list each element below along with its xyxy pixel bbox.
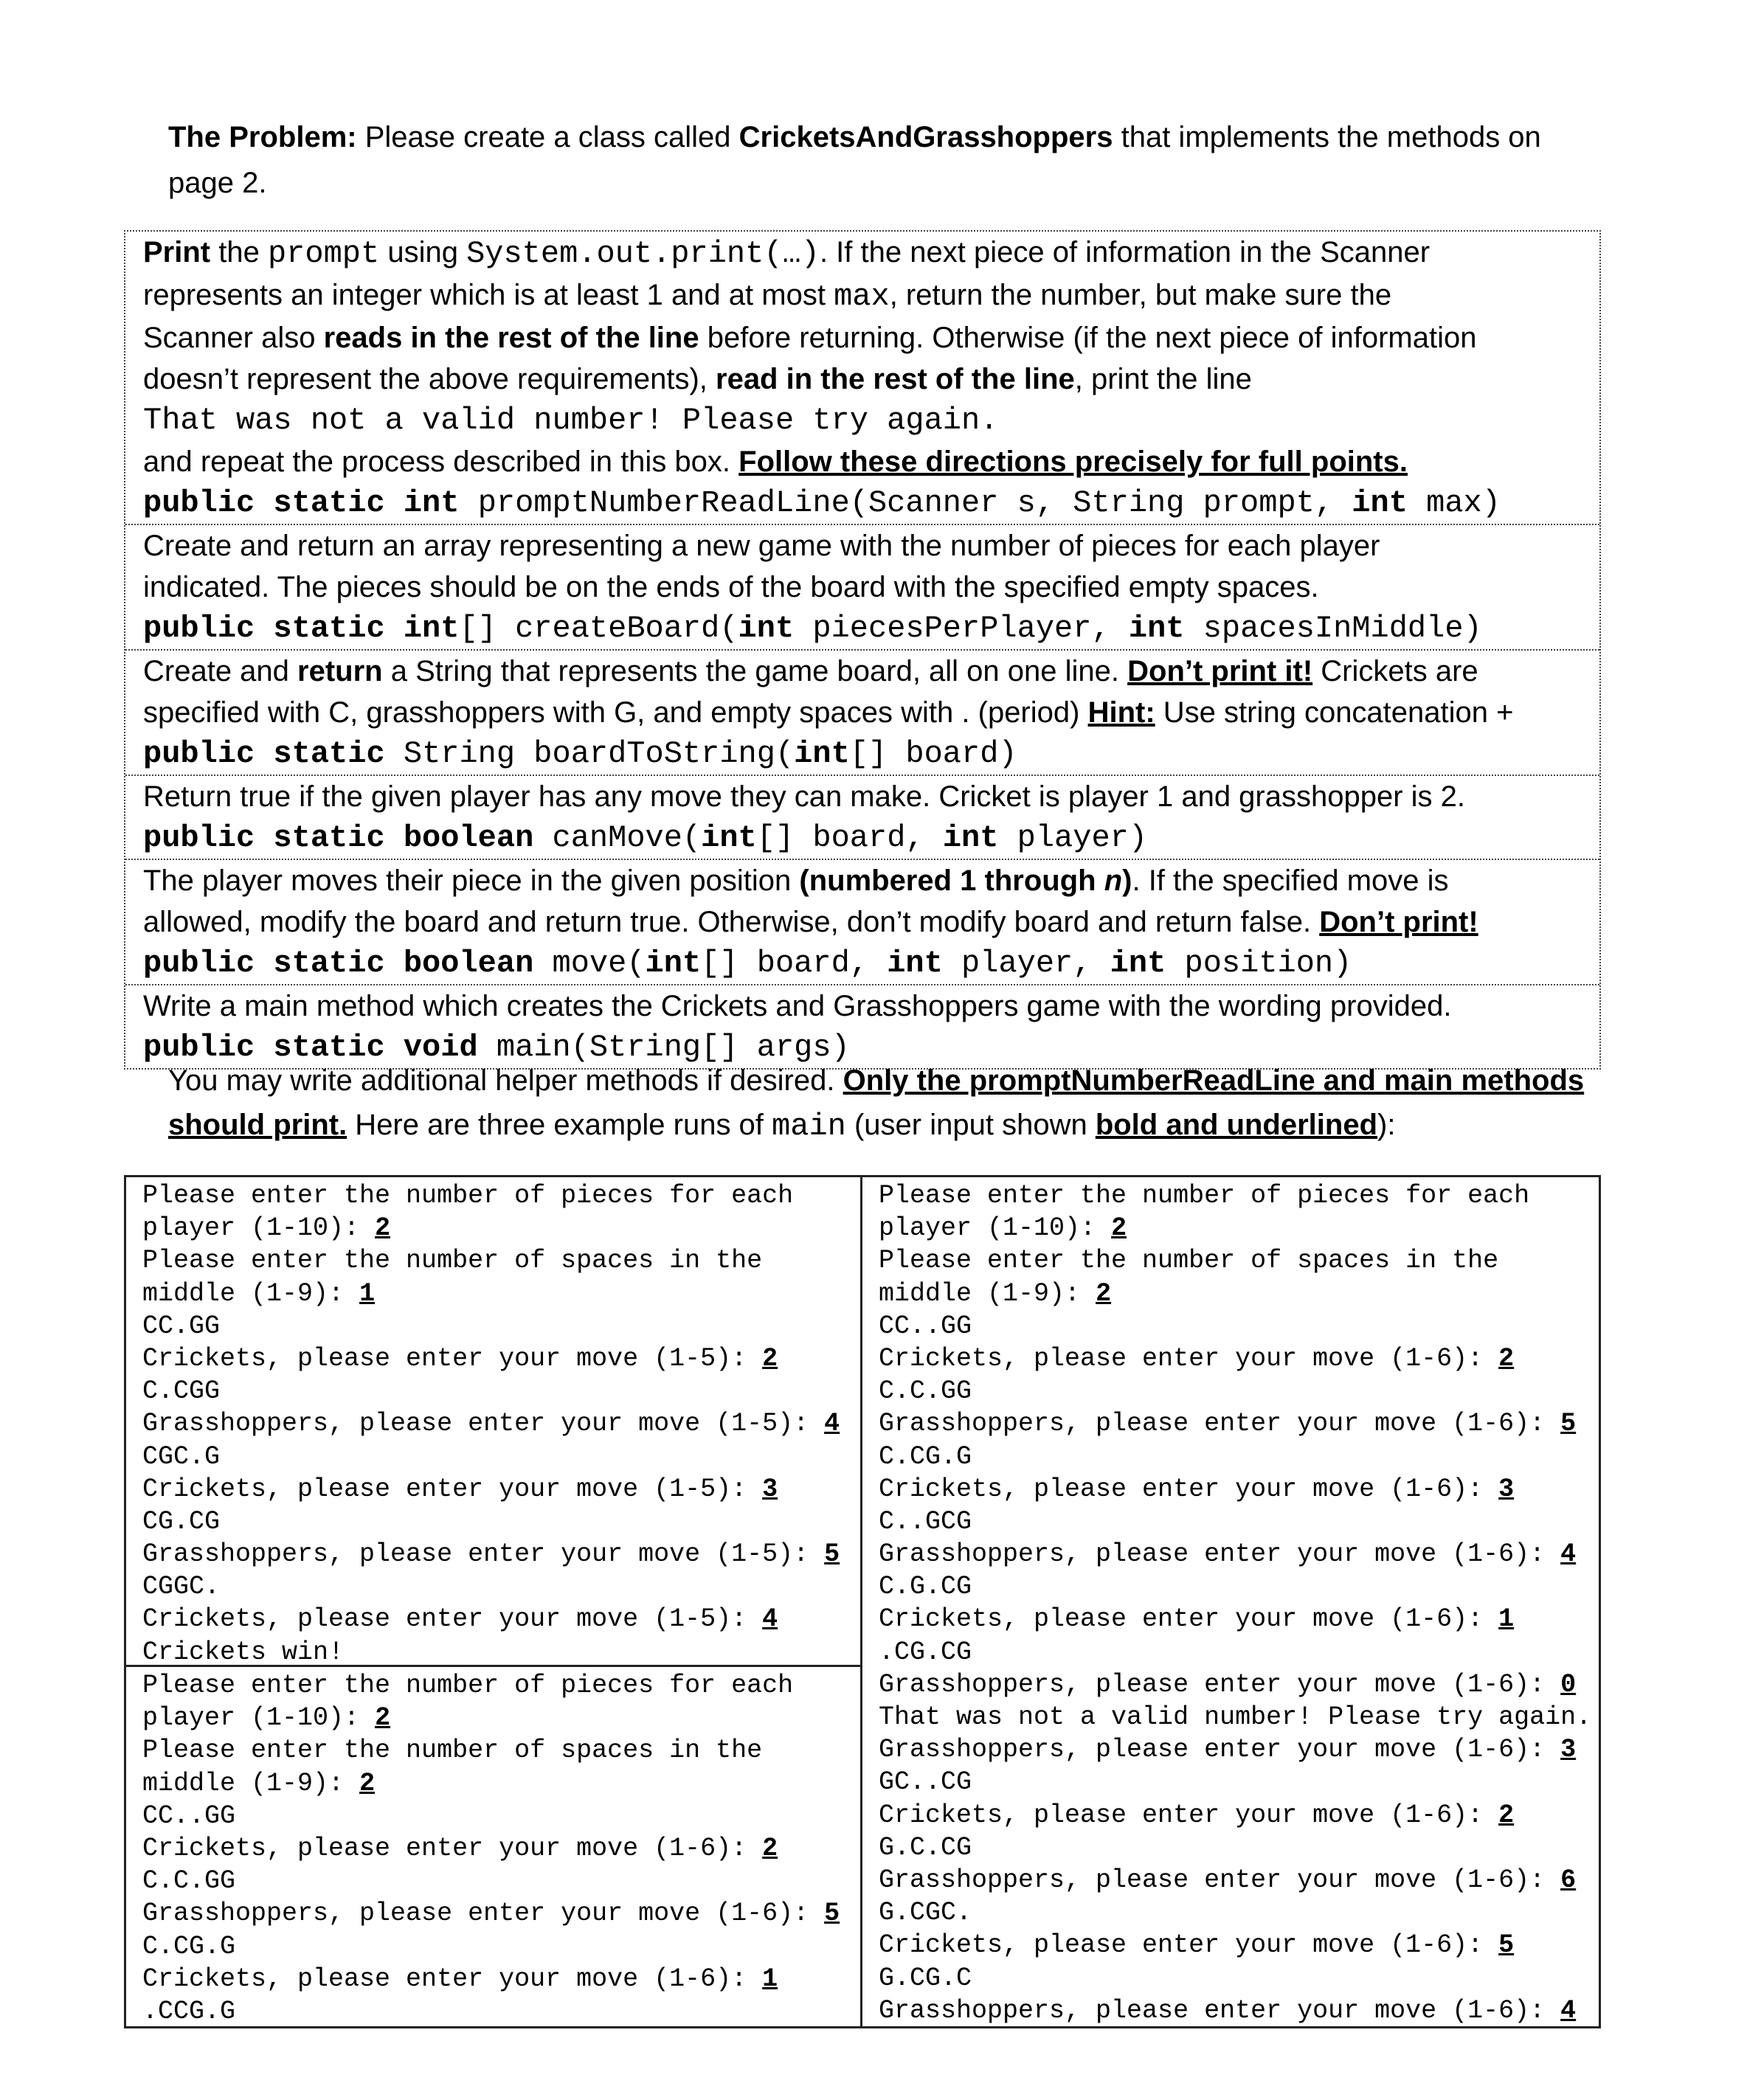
console-output: Crickets, please enter your move (1-6): bbox=[879, 1343, 1499, 1373]
console-output: Crickets, please enter your move (1-5): bbox=[142, 1343, 763, 1373]
console-output: C.CG.G bbox=[879, 1441, 972, 1472]
method-main bbox=[125, 984, 1599, 1068]
console-output: Crickets, please enter your move (1-5): bbox=[142, 1474, 763, 1504]
console-output: .CG.CG bbox=[879, 1637, 972, 1667]
console-line bbox=[879, 1766, 1599, 1798]
only-print-note: Only the promptNumberReadLine and main methods should print. bbox=[168, 1064, 1585, 1141]
user-input: 2 bbox=[762, 1833, 778, 1863]
text: represents an integer which is at least 1 and at most bbox=[143, 279, 834, 311]
emphasis: reads in the rest of the line bbox=[323, 322, 699, 354]
console-output: C.G.CG bbox=[879, 1572, 972, 1602]
text: specified with C, grasshoppers with G, and empty spaces with . (period) bbox=[143, 696, 1088, 729]
console-output: Grasshoppers, please enter your move (1-6): bbox=[142, 1899, 825, 1929]
invalid-number-message: That was not a valid number! Please try again. bbox=[143, 403, 999, 438]
dont-print-warning: Don’t print it! bbox=[1127, 655, 1313, 687]
user-input: 2 bbox=[1096, 1278, 1112, 1309]
console-line bbox=[142, 1669, 860, 1702]
text: ): bbox=[1377, 1109, 1396, 1141]
console-line bbox=[879, 1473, 1599, 1505]
console-line bbox=[142, 1702, 860, 1734]
keyword: int bbox=[887, 946, 943, 981]
console-line bbox=[142, 1636, 860, 1668]
console-line bbox=[879, 1570, 1599, 1603]
console-line bbox=[142, 1473, 860, 1505]
console-output: Please enter the number of spaces in the bbox=[142, 1246, 763, 1276]
text: using bbox=[379, 236, 467, 268]
console-output: player (1-10): bbox=[879, 1213, 1112, 1244]
right-column bbox=[862, 1177, 1599, 2026]
user-input: 4 bbox=[762, 1604, 778, 1635]
desc-line: Return true if the given player has any move they can make. Cricket is player 1 and grasshopper is 2. bbox=[143, 780, 1466, 813]
desc-line: indicated. The pieces should be on the ends of the board with the specified empty spaces. bbox=[143, 571, 1319, 603]
console-output: middle (1-9): bbox=[879, 1278, 1096, 1309]
user-input: 2 bbox=[1498, 1343, 1515, 1373]
console-line bbox=[142, 1278, 860, 1310]
console-output: CGC.G bbox=[142, 1441, 221, 1472]
intro-text-1: Please create a class called bbox=[356, 121, 739, 153]
console-line bbox=[142, 1244, 860, 1277]
signature-move bbox=[143, 943, 1592, 984]
left-column bbox=[126, 1177, 862, 2026]
example-run-1 bbox=[126, 1177, 860, 1667]
sig-part: move( bbox=[533, 946, 646, 981]
console-line bbox=[142, 1995, 860, 2028]
console-line bbox=[879, 1342, 1599, 1375]
sig-part: main(String[] args) bbox=[477, 1030, 850, 1065]
desc-line: Write a main method which creates the Crickets and Grasshoppers game with the wording provided. bbox=[143, 990, 1452, 1022]
keyword: public static int bbox=[143, 611, 460, 646]
methods-table bbox=[124, 230, 1601, 1070]
text: Here are three example runs of bbox=[347, 1109, 772, 1141]
console-output: Crickets, please enter your move (1-6): bbox=[879, 1930, 1499, 1961]
user-input: 4 bbox=[1560, 1995, 1577, 2026]
problem-label: The Problem: bbox=[168, 121, 357, 153]
keyword: int bbox=[1352, 485, 1408, 521]
sig-part: [] board, bbox=[756, 820, 943, 856]
user-input: 5 bbox=[824, 1899, 840, 1929]
console-line bbox=[142, 1832, 860, 1865]
console-line bbox=[879, 1799, 1599, 1832]
console-line bbox=[142, 1212, 860, 1244]
text: You may write additional helper methods if desired. bbox=[168, 1064, 843, 1097]
text: (user input shown bbox=[845, 1109, 1096, 1141]
console-output: Crickets, please enter your move (1-6): bbox=[879, 1474, 1499, 1504]
console-line bbox=[142, 1800, 860, 1832]
console-output: C.C.GG bbox=[142, 1866, 236, 1896]
signature-can-move bbox=[143, 817, 1592, 859]
console-output: Please enter the number of spaces in the bbox=[142, 1736, 763, 1766]
console-output: G.CGC. bbox=[879, 1898, 972, 1928]
console-line bbox=[879, 1310, 1599, 1342]
console-line bbox=[879, 1668, 1599, 1701]
keyword: public static bbox=[143, 736, 385, 772]
method-prompt-number bbox=[125, 232, 1599, 524]
sig-part: max) bbox=[1407, 485, 1501, 521]
user-input: 6 bbox=[1560, 1865, 1577, 1895]
console-line bbox=[142, 1603, 860, 1635]
console-line bbox=[879, 1505, 1599, 1538]
emphasis: ) bbox=[1122, 864, 1132, 897]
keyword: int bbox=[1110, 946, 1166, 981]
keyword: int bbox=[942, 820, 999, 856]
console-line bbox=[142, 1179, 860, 1212]
console-line bbox=[142, 1441, 860, 1473]
keyword: public static void bbox=[143, 1030, 478, 1065]
text: doesn’t represent the above requirements), bbox=[143, 363, 716, 395]
text: Crickets are bbox=[1312, 655, 1478, 687]
console-output: CC..GG bbox=[142, 1801, 236, 1831]
console-line bbox=[142, 1375, 860, 1407]
console-output: Crickets, please enter your move (1-6): bbox=[142, 1833, 763, 1863]
console-output: player (1-10): bbox=[142, 1703, 376, 1733]
console-output: CG.CG bbox=[142, 1506, 221, 1536]
dont-print-warning: Don’t print! bbox=[1319, 906, 1478, 938]
print-word: Print bbox=[143, 236, 211, 268]
console-line bbox=[879, 1995, 1599, 2027]
text: The player moves their piece in the given position bbox=[143, 864, 800, 897]
emphasis: read in the rest of the line bbox=[716, 363, 1075, 395]
console-line bbox=[879, 1441, 1599, 1473]
console-line bbox=[879, 1375, 1599, 1407]
sig-part: [] board) bbox=[849, 736, 1017, 772]
desc-line: Create and return an array representing a new game with the number of pieces for each player bbox=[143, 530, 1380, 562]
console-line bbox=[879, 1278, 1599, 1310]
console-line bbox=[879, 1407, 1599, 1440]
signature-prompt-number bbox=[143, 482, 1592, 524]
console-line bbox=[142, 1930, 860, 1963]
console-output: CC.GG bbox=[142, 1311, 221, 1341]
user-input: 5 bbox=[1498, 1930, 1515, 1961]
text: and repeat the process described in this box. bbox=[143, 446, 739, 478]
user-input: 4 bbox=[824, 1409, 840, 1439]
console-output: Crickets, please enter your move (1-6): bbox=[142, 1964, 763, 1994]
sig-part: position) bbox=[1166, 946, 1352, 981]
code-max: max bbox=[834, 279, 890, 314]
sig-part: piecesPerPlayer, bbox=[794, 611, 1129, 646]
method-can-move bbox=[125, 774, 1599, 859]
console-output: C.C.GG bbox=[879, 1376, 972, 1407]
console-output: Grasshoppers, please enter your move (1-6): bbox=[879, 1669, 1561, 1699]
class-name: CricketsAndGrasshoppers bbox=[738, 121, 1113, 153]
console-output: middle (1-9): bbox=[142, 1278, 360, 1309]
console-output: Please enter the number of pieces for each bbox=[142, 1671, 794, 1700]
method-move bbox=[125, 859, 1599, 984]
console-line bbox=[879, 1929, 1599, 1961]
sig-part: spacesInMiddle) bbox=[1184, 611, 1482, 646]
console-line bbox=[142, 1734, 860, 1767]
code-main: main bbox=[772, 1109, 846, 1144]
console-output: Crickets, please enter your move (1-6): bbox=[879, 1800, 1499, 1830]
console-line bbox=[879, 1244, 1599, 1277]
text: , return the number, but make sure the bbox=[889, 279, 1392, 311]
input-style-note: bold and underlined bbox=[1095, 1109, 1378, 1141]
emphasis: (numbered 1 through bbox=[799, 864, 1104, 897]
text: before returning. Otherwise (if the next piece of information bbox=[699, 322, 1477, 354]
console-output: C..GCG bbox=[879, 1506, 972, 1536]
method-board-to-string bbox=[125, 649, 1599, 774]
user-input: 3 bbox=[1498, 1474, 1515, 1504]
sig-part: player) bbox=[998, 820, 1148, 856]
user-input: 2 bbox=[375, 1703, 391, 1733]
user-input: 2 bbox=[359, 1768, 376, 1798]
user-input: 2 bbox=[1111, 1213, 1127, 1244]
console-output: That was not a valid number! Please try again. bbox=[879, 1702, 1592, 1732]
console-output: player (1-10): bbox=[142, 1213, 376, 1244]
console-line bbox=[142, 1963, 860, 1995]
console-output: Grasshoppers, please enter your move (1-5): bbox=[142, 1539, 825, 1570]
console-line bbox=[879, 1603, 1599, 1635]
sig-part: canMove( bbox=[533, 820, 702, 856]
console-line bbox=[879, 1212, 1599, 1244]
text: , print the line bbox=[1074, 363, 1252, 395]
keyword: int bbox=[738, 611, 795, 646]
sig-part: [] createBoard( bbox=[459, 611, 738, 646]
console-line bbox=[879, 1538, 1599, 1570]
sig-part: [] board, bbox=[701, 946, 888, 981]
console-output: G.CG.C bbox=[879, 1963, 972, 1993]
keyword: public static int bbox=[143, 485, 460, 521]
user-input: 1 bbox=[1498, 1604, 1515, 1635]
signature-board-to-string bbox=[143, 733, 1592, 774]
console-line bbox=[142, 1538, 860, 1570]
console-output: Grasshoppers, please enter your move (1-6): bbox=[879, 1735, 1561, 1765]
example-run-3 bbox=[862, 1177, 1599, 2027]
console-line bbox=[879, 1179, 1599, 1212]
example-run-2 bbox=[126, 1667, 860, 2028]
directions-warning: Follow these directions precisely for full points. bbox=[738, 446, 1408, 478]
console-line bbox=[142, 1570, 860, 1603]
console-line bbox=[879, 1636, 1599, 1668]
user-input: 2 bbox=[762, 1343, 778, 1373]
text: Create and bbox=[143, 655, 298, 687]
signature-create-board bbox=[143, 608, 1592, 649]
console-output: .CCG.G bbox=[142, 1996, 236, 2026]
sig-part: promptNumberReadLine(Scanner s, String prompt, bbox=[459, 485, 1352, 521]
text: the bbox=[210, 236, 268, 268]
console-line bbox=[879, 1701, 1599, 1733]
user-input: 4 bbox=[1560, 1539, 1577, 1570]
console-output: Please enter the number of pieces for each bbox=[142, 1181, 794, 1210]
console-output: Grasshoppers, please enter your move (1-6): bbox=[879, 1409, 1561, 1439]
sig-part: String boardToString( bbox=[384, 736, 795, 772]
text: . If the next piece of information in the Scanner bbox=[819, 236, 1431, 268]
text: a String that represents the game board, all on one line. bbox=[382, 655, 1128, 687]
console-output: Grasshoppers, please enter your move (1-6): bbox=[879, 1995, 1561, 2026]
console-output: CC..GG bbox=[879, 1311, 972, 1341]
keyword: int bbox=[1128, 611, 1185, 646]
console-line bbox=[142, 1505, 860, 1538]
user-input: 3 bbox=[1560, 1735, 1577, 1765]
text: allowed, modify the board and return true. Otherwise, don’t modify board and return false. bbox=[143, 906, 1320, 938]
user-input: 1 bbox=[359, 1278, 376, 1309]
hint-label: Hint: bbox=[1087, 696, 1155, 729]
user-input: 5 bbox=[824, 1539, 840, 1570]
console-line bbox=[879, 1896, 1599, 1929]
console-output: Please enter the number of spaces in the bbox=[879, 1246, 1499, 1276]
text: Use string concatenation + bbox=[1155, 696, 1514, 729]
user-input: 1 bbox=[762, 1964, 778, 1994]
console-line bbox=[142, 1310, 860, 1342]
console-line bbox=[879, 1832, 1599, 1864]
user-input: 2 bbox=[375, 1213, 391, 1244]
helper-methods-note bbox=[168, 1058, 1614, 1148]
code-system-out: System.out.print(…) bbox=[466, 236, 820, 271]
console-line bbox=[142, 1897, 860, 1930]
console-output: C.CGG bbox=[142, 1376, 221, 1407]
example-runs-table bbox=[124, 1175, 1601, 2028]
code-prompt: prompt bbox=[267, 236, 380, 271]
sig-part: player, bbox=[942, 946, 1110, 981]
keyword: int bbox=[645, 946, 702, 981]
console-output: Please enter the number of pieces for each bbox=[879, 1181, 1530, 1210]
user-input: 2 bbox=[1498, 1800, 1515, 1830]
emphasis: return bbox=[297, 655, 383, 687]
problem-intro bbox=[168, 114, 1585, 206]
user-input: 5 bbox=[1560, 1409, 1577, 1439]
user-input: 0 bbox=[1560, 1669, 1577, 1699]
console-line bbox=[142, 1865, 860, 1897]
text: . If the specified move is bbox=[1132, 864, 1449, 897]
console-line bbox=[879, 1962, 1599, 1995]
keyword: int bbox=[701, 820, 757, 856]
console-output: Grasshoppers, please enter your move (1-6): bbox=[879, 1539, 1561, 1570]
console-output: middle (1-9): bbox=[142, 1768, 360, 1798]
console-line bbox=[142, 1342, 860, 1375]
console-output: G.C.CG bbox=[879, 1832, 972, 1862]
console-output: Crickets win! bbox=[142, 1637, 345, 1667]
intro-text-2: that implements the methods on page 2. bbox=[168, 121, 1541, 199]
console-output: Crickets, please enter your move (1-6): bbox=[879, 1604, 1499, 1635]
console-output: Grasshoppers, please enter your move (1-6): bbox=[879, 1865, 1561, 1895]
emphasis-n: n bbox=[1104, 864, 1123, 897]
console-output: C.CG.G bbox=[142, 1931, 236, 1961]
keyword: int bbox=[794, 736, 850, 772]
keyword: public static boolean bbox=[143, 820, 534, 856]
console-line bbox=[879, 1733, 1599, 1766]
console-output: Grasshoppers, please enter your move (1-5): bbox=[142, 1409, 825, 1439]
console-line bbox=[142, 1767, 860, 1800]
console-output: CGGC. bbox=[142, 1572, 221, 1602]
console-output: Crickets, please enter your move (1-5): bbox=[142, 1604, 763, 1635]
method-create-board bbox=[125, 524, 1599, 649]
console-line bbox=[142, 1407, 860, 1440]
user-input: 3 bbox=[762, 1474, 778, 1504]
text: Scanner also bbox=[143, 322, 324, 354]
console-output: GC..CG bbox=[879, 1767, 972, 1798]
console-line bbox=[879, 1864, 1599, 1896]
keyword: public static boolean bbox=[143, 946, 534, 981]
